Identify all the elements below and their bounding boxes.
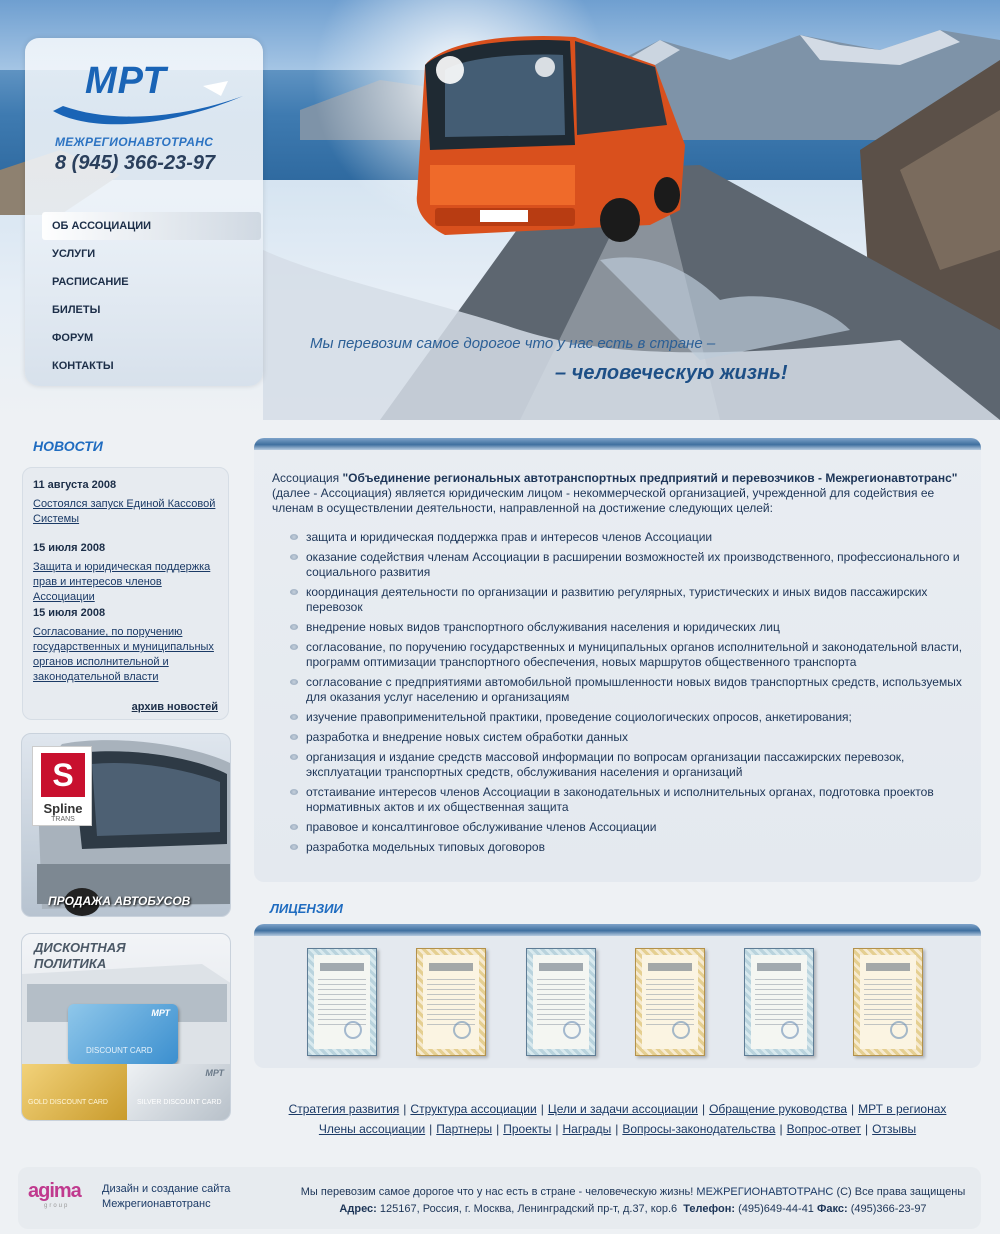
card-name: GOLD DISCOUNT CARD (28, 1099, 108, 1106)
license-text-lines (427, 979, 475, 1029)
agima-logo-text: agima (28, 1180, 81, 1202)
discount-card-gold (22, 1064, 127, 1120)
link-separator: | (540, 1102, 544, 1116)
link-separator: | (779, 1122, 783, 1136)
footer-link[interactable]: МРТ в регионах (858, 1102, 947, 1116)
news-archive-link[interactable]: архив новостей (131, 701, 218, 713)
nav-item-about[interactable]: ОБ АССОЦИАЦИИ (42, 212, 261, 240)
fax-value: (495)366-23-97 (850, 1203, 927, 1215)
design-credit-site: Межрегионавтотранс (102, 1198, 211, 1210)
link-separator: | (701, 1102, 706, 1116)
footer-link[interactable]: Цели и задачи ассоциации (547, 1102, 698, 1116)
footer-links-row (254, 1119, 981, 1139)
footer-link[interactable]: Стратегия развития (288, 1102, 400, 1116)
footer-links (254, 1099, 981, 1139)
licenses-panel (254, 924, 981, 1068)
goals-list (290, 530, 963, 855)
list-item: защита и юридическая поддержка прав и интересов членов Ассоциации (290, 530, 963, 545)
nav-item-forum[interactable]: ФОРУМ (52, 332, 94, 344)
list-item: внедрение новых видов транспортного обслуживания населения и юридических лиц (290, 620, 963, 635)
list-item: координация деятельности по организации и развитию регулярных, туристических и иных видов пассажирских перевозок (290, 585, 963, 615)
design-credit (102, 1182, 230, 1212)
bus-sales-banner[interactable] (21, 733, 231, 917)
discount-card-silver (127, 1064, 231, 1120)
nav-item-tickets[interactable]: БИЛЕТЫ (52, 304, 101, 316)
license-thumbnail[interactable] (307, 948, 377, 1056)
slogan-line-1: Мы перевозим самое дорогое что у нас есть в стране – (310, 335, 716, 352)
intro-suffix: (далее - Ассоциация) является юридическим лицом - некоммерческой организацией, учрежденной для содействия ее членам в осуществлении деятельности, направленной на достижение следующих целей: (272, 486, 935, 515)
company-name: МЕЖРЕГИОНАВТОТРАНС (55, 135, 214, 149)
license-header-bar (866, 963, 910, 971)
spline-sub: TRANS (51, 816, 75, 823)
license-text-lines (755, 979, 803, 1029)
discount-title-line: ДИСКОНТНАЯ (34, 940, 126, 955)
news-link[interactable]: Защита и юридическая поддержка прав и интересов членов Ассоциации (33, 561, 211, 603)
card-brand: МРТ (151, 1008, 170, 1018)
link-separator: | (851, 1102, 855, 1116)
news-item (33, 542, 225, 605)
list-item: разработка и внедрение новых систем обработки данных (290, 730, 963, 745)
license-thumbnail[interactable] (526, 948, 596, 1056)
stamp-icon (890, 1021, 908, 1039)
intro-prefix: Ассоциация (272, 471, 343, 485)
link-separator: | (865, 1122, 869, 1136)
news-panel (22, 467, 229, 720)
footer-link[interactable]: Вопросы-законодательства (622, 1122, 776, 1136)
list-item: правовое и консалтинговое обслуживание членов Ассоциации (290, 820, 963, 835)
link-separator: | (615, 1122, 619, 1136)
news-heading: НОВОСТИ (33, 438, 103, 454)
license-thumbnail[interactable] (853, 948, 923, 1056)
license-header-bar (757, 963, 801, 971)
license-text-lines (318, 979, 366, 1029)
stamp-icon (453, 1021, 471, 1039)
license-thumbnail[interactable] (416, 948, 486, 1056)
link-separator: | (555, 1122, 559, 1136)
copyright-block (288, 1184, 978, 1218)
about-content-panel (254, 438, 981, 882)
agima-logo-sub: group (44, 1203, 70, 1209)
list-item: согласование, по поручению государственных и муниципальных органов исполнительной и законодательной власти, программ оптимизации транспортного обеспечения, новых маршрутов общественного транспорта (290, 640, 963, 670)
license-text-lines (646, 979, 694, 1029)
slogan-line-2: – человеческую жизнь! (555, 362, 788, 384)
news-item (33, 607, 225, 685)
list-item: организация и издание средств массовой информации по вопросам организации пассажирских перевозок, эксплуатации транспортных средств, обслуживания населения и организаций (290, 750, 963, 780)
news-link[interactable]: Состоялся запуск Единой Кассовой Системы (33, 498, 216, 525)
list-item: разработка модельных типовых договоров (290, 840, 963, 855)
bus-sales-label: ПРОДАЖА АВТОБУСОВ (48, 894, 191, 908)
panel-top-bar (254, 924, 981, 936)
main-nav (42, 212, 261, 380)
list-item: изучение правоприменительной практики, проведение социологических опросов, анкетирования; (290, 710, 963, 725)
discount-card-blue (68, 1004, 178, 1064)
spline-s-icon: S (41, 753, 85, 797)
footer-link[interactable]: Награды (562, 1122, 612, 1136)
link-separator: | (496, 1122, 500, 1136)
card-brand: МРТ (205, 1068, 224, 1078)
license-thumbnail[interactable] (744, 948, 814, 1056)
footer-link[interactable]: Проекты (503, 1122, 552, 1136)
link-separator: | (429, 1122, 433, 1136)
link-separator: | (403, 1102, 407, 1116)
card-name: DISCOUNT CARD (86, 1046, 153, 1055)
license-thumbnail[interactable] (635, 948, 705, 1056)
footer-link[interactable]: Члены ассоциации (318, 1122, 426, 1136)
site-footer (18, 1167, 981, 1229)
discount-title-line: ПОЛИТИКА (34, 956, 107, 971)
licenses-heading: ЛИЦЕНЗИИ (270, 901, 343, 916)
footer-link[interactable]: Структура ассоциации (410, 1102, 537, 1116)
address-value: 125167, Россия, г. Москва, Ленинградский пр-т, д.37, кор.6 (379, 1203, 678, 1215)
license-header-bar (429, 963, 473, 971)
card-name: SILVER DISCOUNT CARD (137, 1099, 222, 1106)
design-credit-link[interactable]: Дизайн и создание сайта (102, 1183, 231, 1195)
list-item: согласование с предприятиями автомобильной промышленности новых видов транспортных средств, используемых для оказания услуг населению и организациям (290, 675, 963, 705)
copyright-line (288, 1184, 978, 1201)
discount-banner[interactable] (21, 933, 231, 1121)
footer-link[interactable]: Отзывы (872, 1122, 917, 1136)
news-date: 15 июля 2008 (33, 607, 106, 619)
stamp-icon (781, 1021, 799, 1039)
agima-logo[interactable] (28, 1180, 98, 1216)
phone-value: (495)649-44-41 (738, 1203, 814, 1215)
bus-image (405, 25, 695, 255)
address-label: Адрес: (339, 1203, 377, 1215)
nav-item-services[interactable]: УСЛУГИ (52, 248, 96, 260)
panel-top-bar (254, 438, 981, 450)
spline-name: Spline (43, 801, 83, 816)
footer-link[interactable]: Вопрос-ответ (786, 1122, 862, 1136)
stamp-icon (563, 1021, 581, 1039)
contact-line (288, 1201, 978, 1218)
footer-links-row (254, 1099, 981, 1119)
license-text-lines (864, 979, 912, 1029)
license-text-lines (537, 979, 585, 1029)
brand-panel (25, 38, 263, 386)
stamp-icon (672, 1021, 690, 1039)
phone-label: Телефон: (683, 1203, 736, 1215)
intro-association-name: "Объединение региональных автотранспортных предприятий и перевозчиков - Межрегионавтотранс" (342, 471, 958, 485)
license-header-bar (539, 963, 583, 971)
footer-company-link[interactable]: МЕЖРЕГИОНАВТОТРАНС (696, 1186, 834, 1198)
nav-item-schedule[interactable]: РАСПИСАНИЕ (52, 276, 129, 288)
license-header-bar (320, 963, 364, 971)
stamp-icon (344, 1021, 362, 1039)
nav-item-contacts[interactable]: КОНТАКТЫ (52, 360, 114, 372)
news-item (33, 479, 225, 527)
footer-link[interactable]: Обращение руководства (709, 1102, 848, 1116)
footer-link[interactable]: Партнеры (436, 1122, 493, 1136)
footer-slogan: Мы перевозим самое дорогое что у нас есть в стране - человеческую жизнь! (300, 1186, 694, 1198)
logo-text[interactable]: МРТ (85, 60, 167, 102)
spline-logo (32, 746, 92, 826)
license-header-bar (648, 963, 692, 971)
intro-paragraph (272, 471, 963, 516)
header-phone: 8 (945) 366-23-97 (55, 152, 216, 174)
news-link[interactable]: Согласование, по поручению государственных и муниципальных органов исполнительной и законодательной власти (33, 626, 214, 683)
list-item: оказание содействия членам Ассоциации в расширении возможностей их производственного, профессионального и социального развития (290, 550, 963, 580)
list-item: отстаивание интересов членов Ассоциации в законодательных и исполнительных органах, подготовка проектов нормативных актов и их общественная защита (290, 785, 963, 815)
news-date: 11 августа 2008 (33, 479, 117, 491)
header-banner (0, 0, 1000, 420)
news-date: 15 июля 2008 (33, 542, 106, 554)
fax-label: Факс: (817, 1203, 848, 1215)
footer-rights: (С) Все права защищены (836, 1186, 966, 1198)
